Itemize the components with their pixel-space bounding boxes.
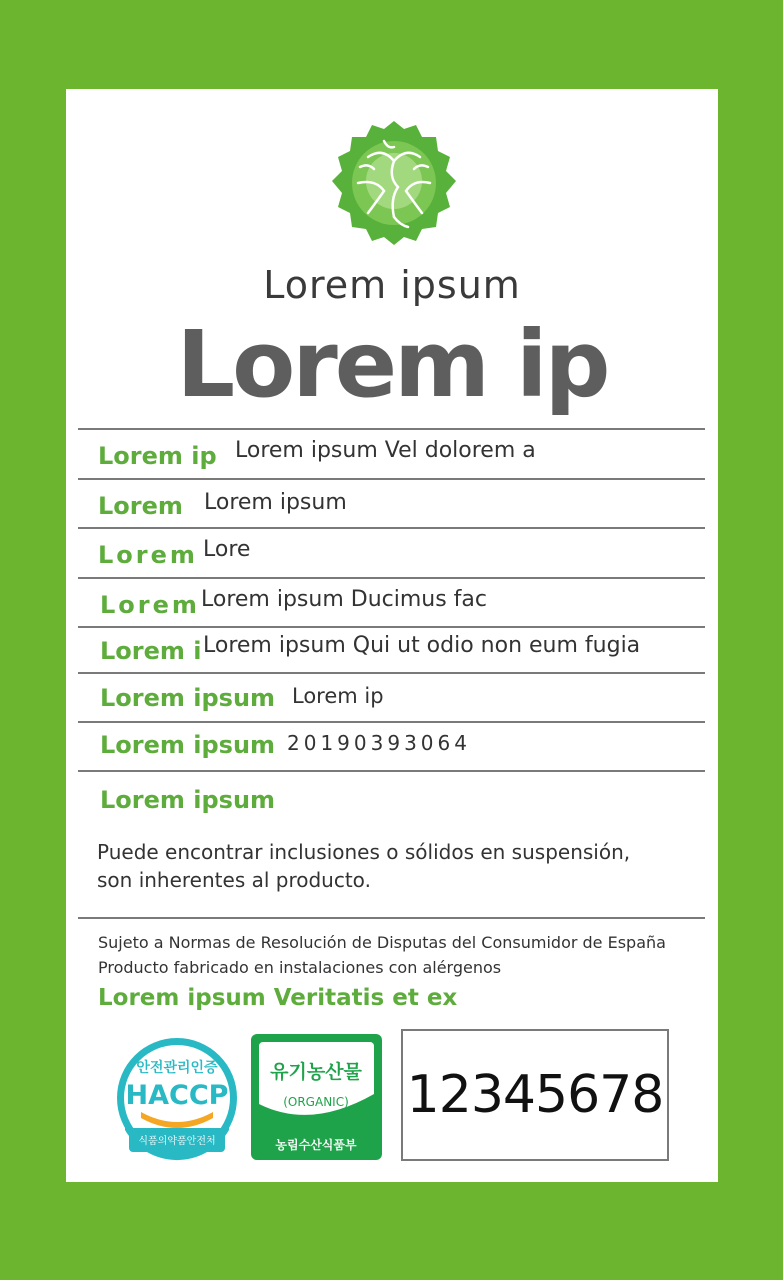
row-value: Lore [203, 537, 251, 562]
row-label: Lorem ipsum [100, 684, 276, 712]
product-code-box [401, 1029, 669, 1161]
info-row [78, 721, 705, 770]
row-label: Lorem [98, 541, 198, 569]
legal-line: Sujeto a Normas de Resolución de Disputas del Consumidor de España [98, 933, 666, 952]
row-value: 20190393064 [287, 731, 471, 755]
haccp-badge [115, 1034, 239, 1162]
brand-line: Lorem ipsum Veritatis et ex [98, 985, 458, 1011]
row-label: Lorem i [100, 637, 202, 665]
lettuce-icon [328, 117, 460, 249]
row-value: Lorem ipsum Ducimus fac [201, 587, 487, 612]
haccp-top-text: 안전관리인증 [136, 1060, 218, 1076]
notes-text [97, 838, 677, 894]
info-table [78, 428, 705, 772]
brand-subtitle: Lorem ipsum [263, 263, 521, 307]
legal-text [98, 930, 666, 980]
row-value: Lorem ipsum [204, 490, 347, 515]
legal-line: Producto fabricado en instalaciones con alérgenos [98, 958, 502, 977]
row-label: Lorem ipsum [100, 731, 276, 759]
notes-line: son inherentes al producto. [97, 868, 371, 892]
organic-top-text: 유기농산물 [270, 1061, 362, 1083]
row-value: Lorem ipsum Vel dolorem a [235, 438, 536, 463]
info-row [78, 428, 705, 478]
info-row [78, 672, 705, 721]
row-label: Lorem [98, 492, 183, 520]
organic-bottom-text: 농림수산식품부 [275, 1138, 357, 1152]
label-card [66, 89, 718, 1182]
notes-line: Puede encontrar inclusiones o sólidos en suspensión, [97, 840, 631, 864]
info-row [78, 527, 705, 577]
row-label: Lorem [100, 591, 200, 619]
notes-label: Lorem ipsum [100, 786, 276, 814]
divider [78, 917, 705, 919]
haccp-main-text: HACCP [125, 1080, 229, 1111]
row-value: Lorem ipsum Qui ut odio non eum fugia [203, 633, 641, 658]
info-row [78, 577, 705, 626]
product-title: Lorem ip [176, 311, 608, 418]
organic-mid-text: (ORGANIC) [283, 1095, 349, 1109]
row-label: Lorem ip [98, 442, 217, 470]
organic-badge [251, 1034, 382, 1160]
row-value: Lorem ip [292, 684, 384, 708]
haccp-bottom-text: 식품의약품안전처 [138, 1136, 216, 1147]
info-row [78, 626, 705, 672]
info-row [78, 478, 705, 527]
product-code: 12345678 [406, 1065, 664, 1125]
table-bottom-rule [78, 770, 705, 772]
